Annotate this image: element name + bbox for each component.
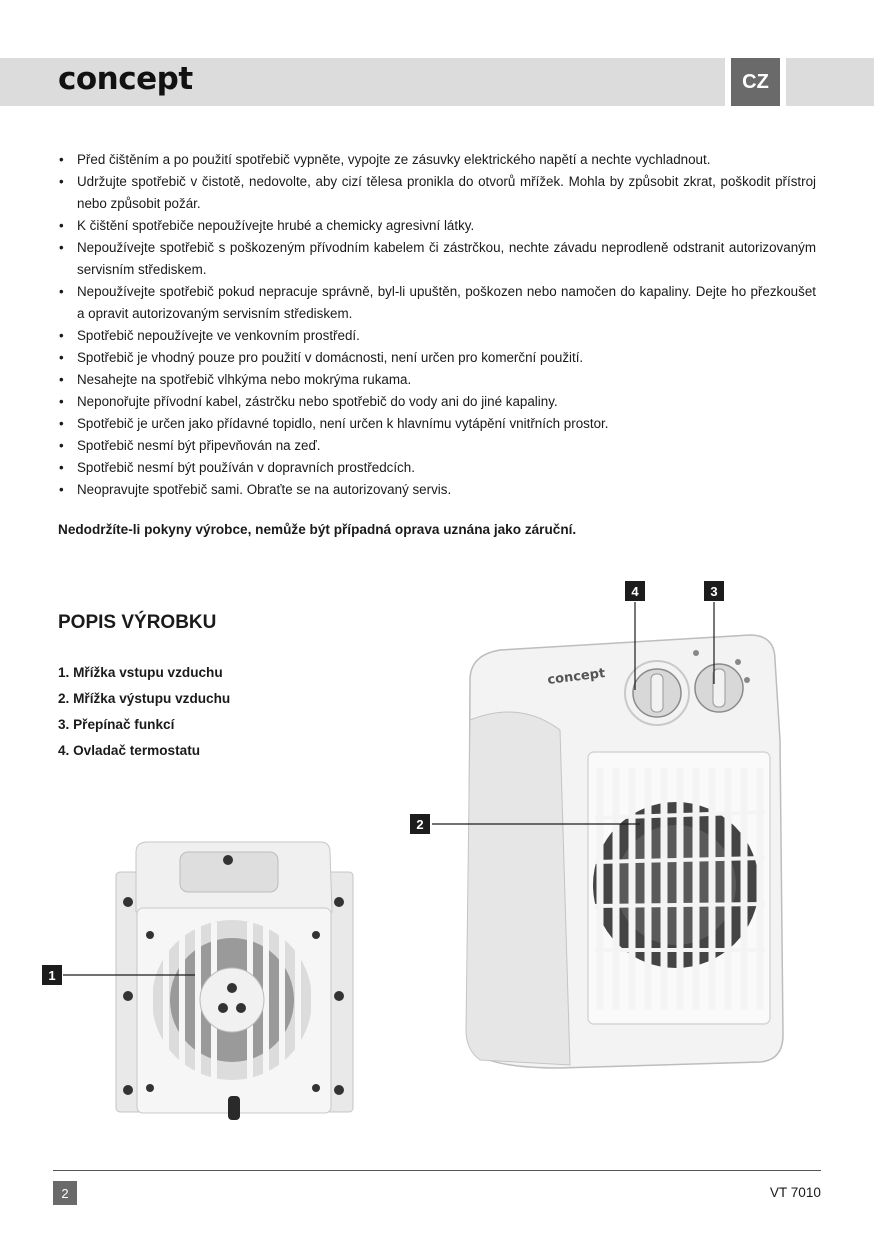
- part-item: 1. Mřížka vstupu vzduchu: [58, 665, 223, 680]
- section-title: POPIS VÝROBKU: [58, 612, 217, 633]
- list-item: • K čištění spotřebiče nepoužívejte hrubé a chemicky agresivní látky.: [58, 215, 816, 237]
- product-brand-label: concept: [546, 666, 606, 688]
- heater-back-view: [116, 842, 353, 1120]
- part-item: 3. Přepínač funkcí: [58, 717, 175, 732]
- page-number: 2: [53, 1181, 77, 1205]
- header-divider: [780, 58, 786, 106]
- list-item: • Spotřebič nesmí být připevňován na zeď.: [58, 435, 816, 457]
- brand-logo: concept: [58, 61, 193, 97]
- language-badge: CZ: [731, 58, 780, 106]
- heater-front-view: [466, 635, 783, 1068]
- list-item: • Nepoužívejte spotřebič s poškozeným přívodním kabelem či zástrčkou, nechte závadu neprodleně odstranit autorizovaným servisním střediskem.: [58, 237, 816, 281]
- warranty-warning: Nedodržíte-li pokyny výrobce, nemůže být případná oprava uznána jako záruční.: [58, 522, 577, 537]
- callout-3: 3: [704, 581, 724, 601]
- product-illustration: [0, 560, 874, 1140]
- list-item: • Spotřebič nesmí být používán v dopravních prostředcích.: [58, 457, 816, 479]
- list-item: • Spotřebič je vhodný pouze pro použití v domácnosti, není určen pro komerční použití.: [58, 347, 816, 369]
- power-cord: [228, 1096, 240, 1120]
- list-item: • Nepoužívejte spotřebič pokud nepracuje správně, byl-li upuštěn, poškozen nebo namočen do kapaliny. Dejte ho přezkoušet a opravit autorizovaným servisním střediskem.: [58, 281, 816, 325]
- callout-2: 2: [410, 814, 430, 834]
- part-item: 2. Mřížka výstupu vzduchu: [58, 691, 231, 706]
- safety-list: [58, 149, 816, 501]
- footer-divider: [53, 1170, 821, 1171]
- part-item: 4. Ovladač termostatu: [58, 743, 201, 758]
- list-item: • Spotřebič je určen jako přídavné topidlo, není určen k hlavnímu vytápění vnitřních prostor.: [58, 413, 816, 435]
- callout-4: 4: [625, 581, 645, 601]
- list-item: • Před čištěním a po použití spotřebič vypněte, vypojte ze zásuvky elektrického napětí a nechte vychladnout.: [58, 149, 816, 171]
- model-number: VT 7010: [769, 1185, 821, 1200]
- list-item: • Neponořujte přívodní kabel, zástrčku nebo spotřebič do vody ani do jiné kapaliny.: [58, 391, 816, 413]
- callout-1: 1: [42, 965, 62, 985]
- list-item: • Spotřebič nepoužívejte ve venkovním prostředí.: [58, 325, 816, 347]
- list-item: • Neopravujte spotřebič sami. Obraťte se na autorizovaný servis.: [58, 479, 816, 501]
- list-item: • Nesahejte na spotřebič vlhkýma nebo mokrýma rukama.: [58, 369, 816, 391]
- list-item: • Udržujte spotřebič v čistotě, nedovolte, aby cizí tělesa pronikla do otvorů mřížek. Mohla by způsobit zkrat, poškodit přístroj nebo způsobit požár.: [58, 171, 816, 215]
